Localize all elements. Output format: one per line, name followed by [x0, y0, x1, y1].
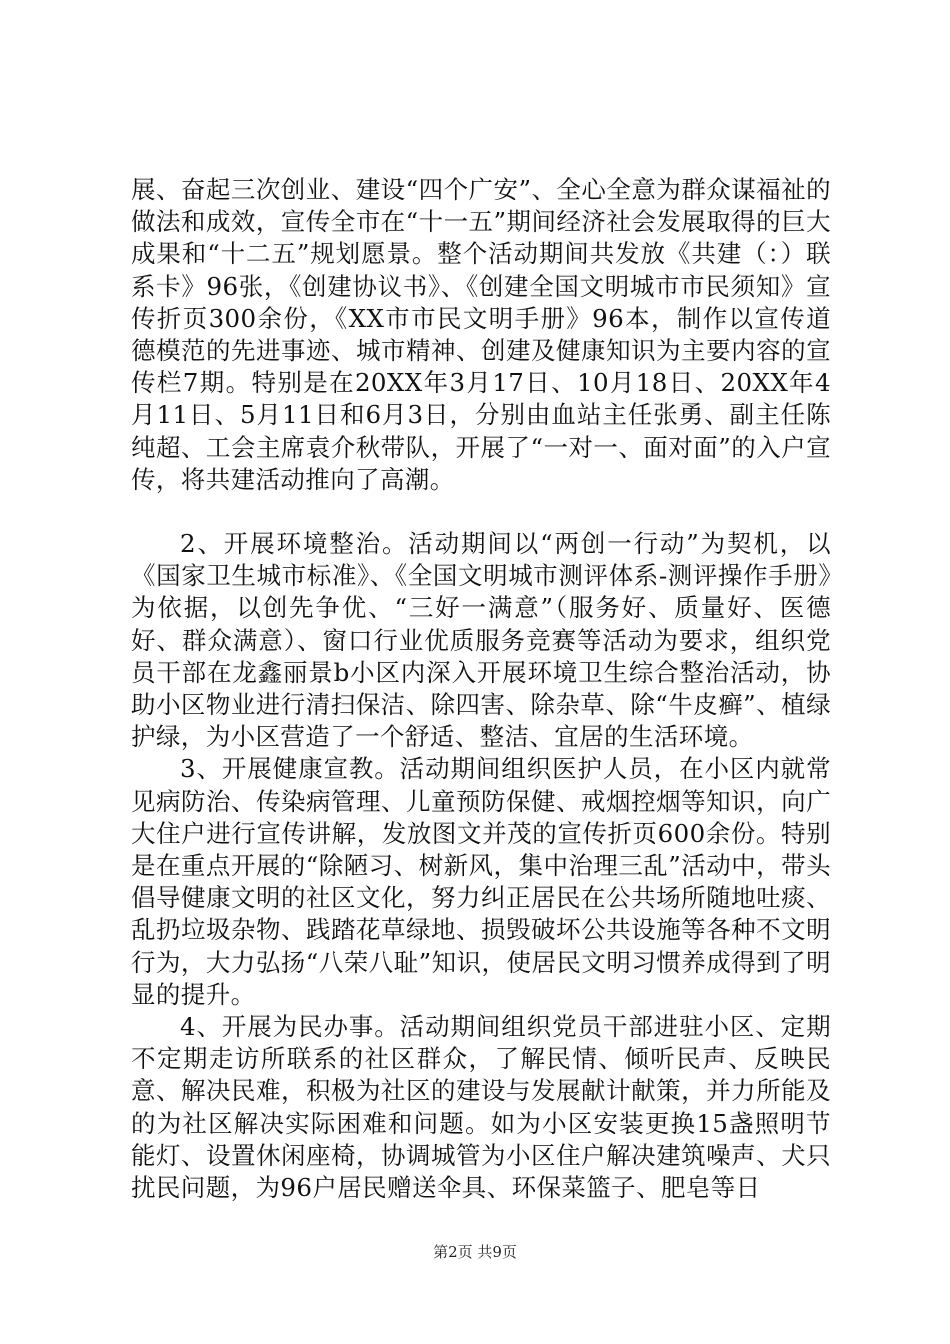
document-body — [131, 174, 831, 1204]
paragraph-environment: 2、开展环境整治。活动期间以“两创一行动”为契机，以《国家卫生城市标准》、《全国文明城市测评体系-测评操作手册》为依据，以创先争优、“三好一满意”（服务好、质量好、医德好、群众满意）、窗口行业优质服务竞赛等活动为要求，组织党员干部在龙鑫丽景b小区内深入开展环境卫生综合整治活动，协助小区物业进行清扫保洁、除四害、除杂草、除“牛皮癣”、植绿护绿，为小区营造了一个舒适、整洁、宜居的生活环境。 — [131, 529, 831, 752]
paragraph-gap — [131, 496, 831, 528]
paragraph-health-education: 3、开展健康宣教。活动期间组织医护人员，在小区内就常见病防治、传染病管理、儿童预防保健、戒烟控烟等知识，向广大住户进行宣传讲解，发放图文并茂的宣传折页600余份。特别是在重点开展的“除陋习、树新风，集中治理三乱”活动中，带头倡导健康文明的社区文化，努力纠正居民在公共场所随地吐痰、乱扔垃圾杂物、践踏花草绿地、损毁破坏公共设施等各种不文明行为，大力弘扬“八荣八耻”知识，使居民文明习惯养成得到了明显的提升。 — [131, 754, 831, 1009]
page-footer: 第2页 共9页 — [433, 1243, 517, 1261]
paragraph-publicity: 展、奋起三次创业、建设“四个广安”、全心全意为群众谋福祉的做法和成效，宣传全市在“十一五”期间经济社会发展取得的巨大成果和“十二五”规划愿景。整个活动期间共发放《共建（：）联系卡》96张，《创建协议书》、《创建全国文明城市市民须知》宣传折页300余份，《XX市市民文明手册》96本，制作以宣传道德模范的先进事迹、城市精神、创建及健康知识为主要内容的宣传栏7期。特别是在20XX年3月17日、10月18日、20XX年4月11日、5月11日和6月3日，分别由血站主任张勇、副主任陈纯超、工会主席袁介秋带队，开展了“一对一、面对面”的入户宣传，将共建活动推向了高潮。 — [131, 175, 831, 494]
paragraph-public-service: 4、开展为民办事。活动期间组织党员干部进驻小区、定期不定期走访所联系的社区群众，了解民情、倾听民声、反映民意、解决民难，积极为社区的建设与发展献计献策，并力所能及的为社区解决实际困难和问题。如为小区安装更换15盏照明节能灯、设置休闲座椅，协调城管为小区住户解决建筑噪声、犬只扰民问题，为96户居民赠送伞具、环保菜篮子、肥皂等日 — [131, 1012, 831, 1203]
